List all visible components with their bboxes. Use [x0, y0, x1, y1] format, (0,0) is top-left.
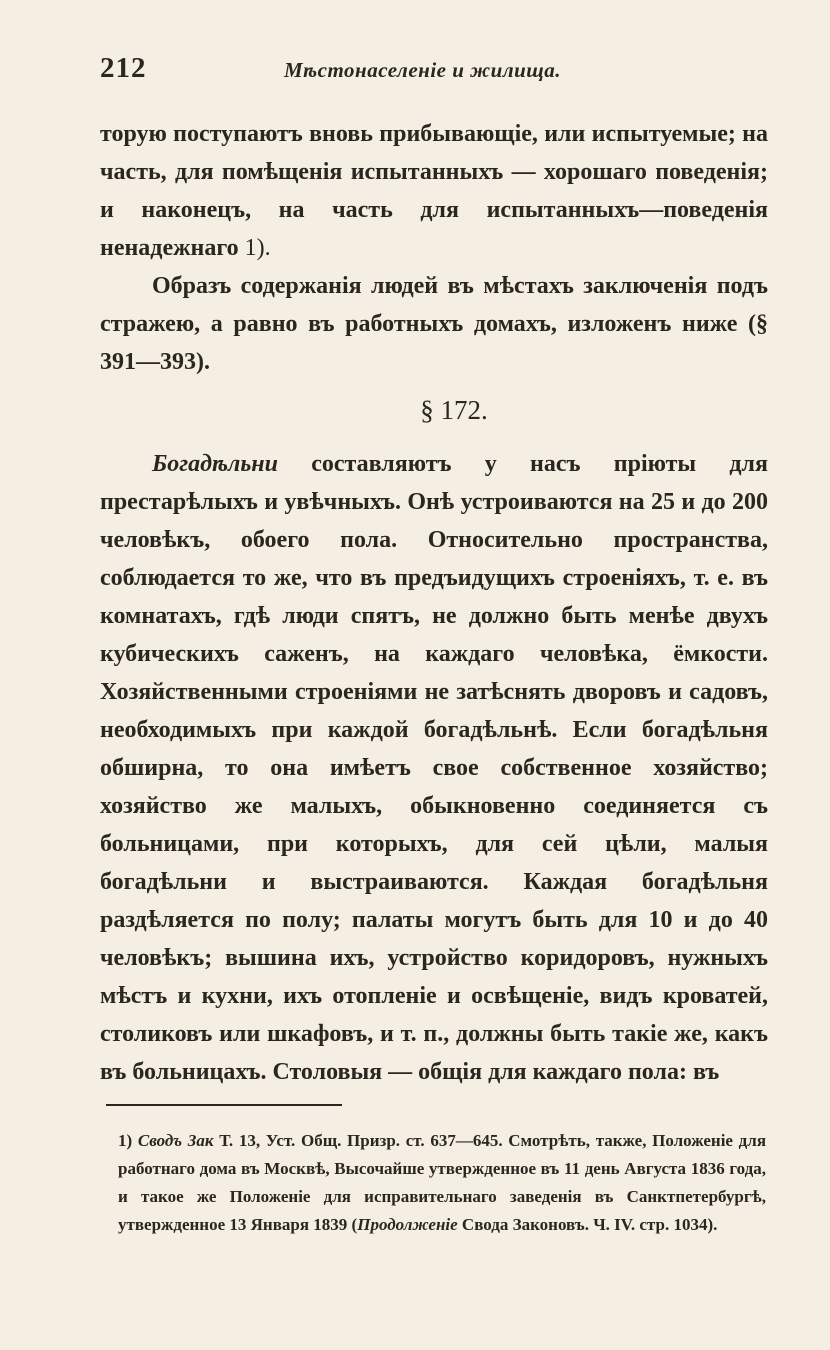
paragraph-3-text: составляютъ у насъ пріюты для престарѣлыхъ и увѣчныхъ. Онѣ устроиваются на 25 и до 200 человѣкъ, обоего пола. Относительно пространства, соблюдается то же, что въ предъидущихъ строеніяхъ, т. е. въ комнатахъ, гдѣ люди спятъ, не должно быть менѣе двухъ кубическихъ саженъ, на каждаго человѣка, ёмкости. Хозяйственными строеніями не затѣснять дворовъ и садовъ, необходимыхъ при каждой богадѣльнѣ. Если богадѣльня обширна, то она имѣетъ свое собственное хозяйство; хозяйство же малыхъ, обыкновенно соединяется съ больницами, при которыхъ, для сей цѣли, малыя богадѣльни и выстраиваются. Каждая богадѣльня раздѣляется по полу; палаты могутъ быть для 10 и до 40 человѣкъ; вышина ихъ, устройство коридоровъ, нужныхъ мѣстъ и кухни, ихъ отопленіе и освѣщеніе, видъ кроватей, столиковъ или шкафовъ, и т. п., должны быть такіе же, какъ въ больницахъ. Столовыя — общія для каждаго пола: въ [100, 451, 769, 1085]
paragraph-2: Образъ содержанія людей въ мѣстахъ заключенія подъ стражею, а равно въ работныхъ домахъ, изложенъ ниже (§ 391—393). [100, 273, 768, 375]
footnote-source: Сводъ Зак [137, 1131, 214, 1150]
page-number: 212 [100, 52, 147, 84]
paragraph-3 [100, 445, 768, 1091]
footnote-divider [106, 1104, 342, 1106]
running-title: Мѣстонаселеніе и жилища. [284, 58, 562, 82]
footnote-text-a: Т. 13, Уст. Общ. Призр. ст. 637—645. Смотрѣть, также, Положеніе для работнаго дома въ Москвѣ, Высочайше утвержденное въ 11 день Августа 1836 года, и такое же Положеніе для исправительнаго заведенія въ Санктпетербургѣ, утвержденное 13 Января 1839 ( [118, 1131, 767, 1234]
paragraph-3-lead-term: Богадѣльни [152, 451, 278, 477]
footnote-text-b: Свода Законовъ. Ч. IV. стр. 1034). [461, 1215, 718, 1234]
paragraph-1 [100, 115, 768, 267]
section-heading: § 172. [420, 395, 488, 425]
main-text [100, 115, 768, 1091]
footnote-continuation-title: Продолженіе [357, 1215, 458, 1234]
footnote [118, 1127, 766, 1239]
paragraph-1-text: торую поступаютъ вновь прибывающіе, или испытуемые; на часть, для помѣщенія испытанныхъ — хорошаго поведенія; и наконецъ, на часть для испытанныхъ—поведенія ненадежнаго [100, 121, 768, 261]
page-header [100, 52, 768, 96]
footnote-reference: 1). [244, 235, 271, 261]
footnote-marker: 1) [118, 1131, 133, 1150]
